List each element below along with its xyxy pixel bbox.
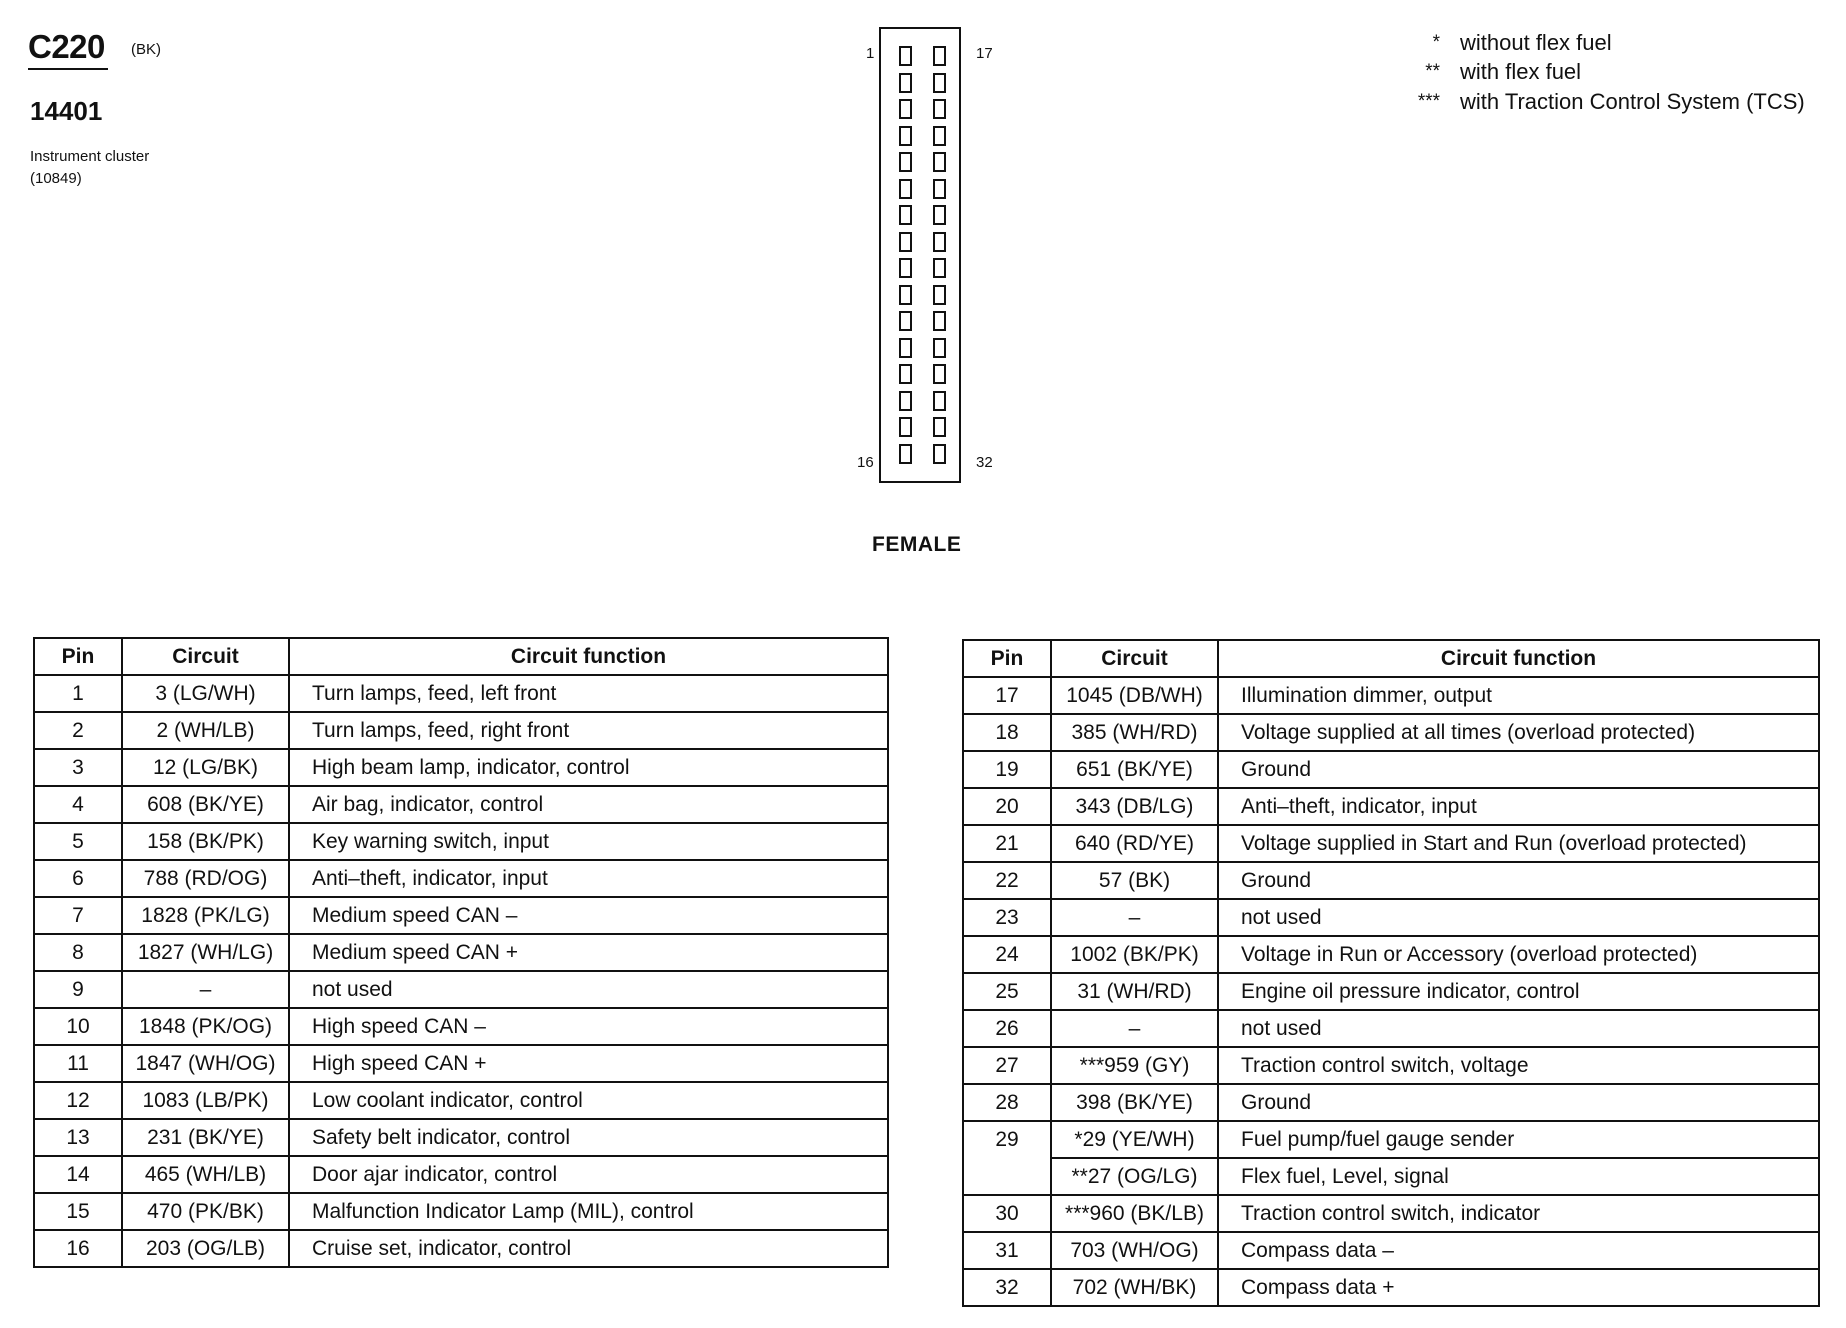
connector-pin-cavity-3 [899,99,912,119]
circuit-cell: 57 (BK) [1051,862,1218,899]
connector-pin-cavity-29 [933,364,946,384]
table-header-row [34,638,888,675]
connector-pin-cavity-24 [933,232,946,252]
table-row [963,788,1819,825]
pin-cell: 3 [34,749,122,786]
connector-pin-cavity-19 [933,99,946,119]
pin-cell: 15 [34,1193,122,1230]
table-row [34,1082,888,1119]
part-number: 14401 [30,96,103,126]
pin-cell: 24 [963,936,1051,973]
column-header-function: Circuit function [289,638,888,675]
pin-cell: 2 [34,712,122,749]
pin-cell: 12 [34,1082,122,1119]
table-row [34,1008,888,1045]
connector-pin-cavity-28 [933,338,946,358]
function-cell: not used [1218,899,1819,936]
function-cell: Voltage in Run or Accessory (overload protected) [1218,936,1819,973]
circuit-cell: 203 (OG/LB) [122,1230,289,1267]
pin-cell: 28 [963,1084,1051,1121]
table-row [34,1119,888,1156]
table-row [34,823,888,860]
connector-pin-cavity-23 [933,205,946,225]
connector-pin-cavity-16 [899,444,912,464]
connector-pin-cavity-17 [933,46,946,66]
circuit-cell: 12 (LG/BK) [122,749,289,786]
connector-pin-cavity-13 [899,364,912,384]
function-cell: Malfunction Indicator Lamp (MIL), control [289,1193,888,1230]
function-cell: Medium speed CAN + [289,934,888,971]
circuit-cell: 31 (WH/RD) [1051,973,1218,1010]
circuit-cell: ***959 (GY) [1051,1047,1218,1084]
legend-row [1380,87,1805,117]
circuit-cell: 1827 (WH/LG) [122,934,289,971]
legend-text: without flex fuel [1460,29,1612,55]
function-cell: Ground [1218,751,1819,788]
table-row [963,1232,1819,1269]
pin-cell: 9 [34,971,122,1008]
function-cell: Door ajar indicator, control [289,1156,888,1193]
function-cell: Traction control switch, voltage [1218,1047,1819,1084]
pin-cell: 13 [34,1119,122,1156]
circuit-cell: 1847 (WH/OG) [122,1045,289,1082]
table-header-row [963,640,1819,677]
function-cell: Anti–theft, indicator, input [1218,788,1819,825]
circuit-cell: 640 (RD/YE) [1051,825,1218,862]
function-cell: Fuel pump/fuel gauge sender [1218,1121,1819,1158]
legend-mark: ** [1425,61,1440,83]
circuit-cell: 788 (RD/OG) [122,860,289,897]
circuit-cell: 2 (WH/LB) [122,712,289,749]
pin-cell: 22 [963,862,1051,899]
connector-pin-cavity-12 [899,338,912,358]
function-cell: Ground [1218,862,1819,899]
circuit-cell: 1045 (DB/WH) [1051,677,1218,714]
circuit-cell: 703 (WH/OG) [1051,1232,1218,1269]
table-row [34,749,888,786]
table-row [963,1121,1819,1158]
circuit-cell: 608 (BK/YE) [122,786,289,823]
function-cell: Voltage supplied at all times (overload protected) [1218,714,1819,751]
column-header-pin: Pin [34,638,122,675]
circuit-cell: 1002 (BK/PK) [1051,936,1218,973]
pin-cell: 10 [34,1008,122,1045]
connector-pin-cavity-7 [899,205,912,225]
circuit-cell: ***960 (BK/LB) [1051,1195,1218,1232]
legend-mark: * [1432,31,1440,53]
column-header-circuit: Circuit [1051,640,1218,677]
column-header-pin: Pin [963,640,1051,677]
circuit-cell: 1828 (PK/LG) [122,897,289,934]
table-row [34,971,888,1008]
function-cell: Cruise set, indicator, control [289,1230,888,1267]
description-line-1: Instrument cluster [30,148,150,165]
table-row [34,675,888,712]
connector-label-pin-17: 17 [976,45,993,62]
table-row [34,934,888,971]
legend [1380,28,1805,117]
pin-cell: 32 [963,1269,1051,1306]
pin-cell: 20 [963,788,1051,825]
function-cell: Traction control switch, indicator [1218,1195,1819,1232]
circuit-cell: 231 (BK/YE) [122,1119,289,1156]
connector-pin-cavity-21 [933,152,946,172]
table-row [963,899,1819,936]
connector-pin-cavity-27 [933,311,946,331]
connector-pin-cavity-2 [899,73,912,93]
table-row [963,1084,1819,1121]
function-cell: High speed CAN + [289,1045,888,1082]
connector-pin-cavity-11 [899,311,912,331]
function-cell: Voltage supplied in Start and Run (overload protected) [1218,825,1819,862]
pin-cell: 26 [963,1010,1051,1047]
column-header-function: Circuit function [1218,640,1819,677]
pin-cell: 17 [963,677,1051,714]
table-row [963,1195,1819,1232]
connector-pin-cavity-30 [933,391,946,411]
circuit-cell: 470 (PK/BK) [122,1193,289,1230]
circuit-cell: – [1051,1010,1218,1047]
connector-pin-cavity-32 [933,444,946,464]
table-row [963,973,1819,1010]
connector-pin-cavity-31 [933,417,946,437]
connector-label-pin-1: 1 [866,45,875,62]
pin-table-right [962,639,1820,1307]
pin-cell: 31 [963,1232,1051,1269]
pin-cell: 30 [963,1195,1051,1232]
column-header-circuit: Circuit [122,638,289,675]
circuit-cell: 3 (LG/WH) [122,675,289,712]
table-row [963,825,1819,862]
function-cell: Engine oil pressure indicator, control [1218,973,1819,1010]
circuit-cell: 702 (WH/BK) [1051,1269,1218,1306]
connector-pin-cavity-10 [899,285,912,305]
connector-id: C220 [28,28,108,70]
pin-table-left [33,637,889,1268]
legend-row [1380,28,1805,58]
function-cell: Low coolant indicator, control [289,1082,888,1119]
connector-type-label: FEMALE [872,533,962,556]
connector-label-pin-32: 32 [976,454,993,471]
legend-row [1380,58,1805,88]
pin-cell: 5 [34,823,122,860]
pin-cell: 25 [963,973,1051,1010]
circuit-cell: 1083 (LB/PK) [122,1082,289,1119]
pin-table-left-body [34,675,888,1267]
pin-cell: 23 [963,899,1051,936]
table-row [34,897,888,934]
pin-cell: 18 [963,714,1051,751]
connector-label-pin-16: 16 [857,454,874,471]
pin-cell: 19 [963,751,1051,788]
table-row [34,1045,888,1082]
pin-cell: 1 [34,675,122,712]
pin-cell: 11 [34,1045,122,1082]
circuit-cell: – [122,971,289,1008]
connector-pin-cavity-9 [899,258,912,278]
function-cell: Illumination dimmer, output [1218,677,1819,714]
connector-pin-cavity-1 [899,46,912,66]
table-row [963,862,1819,899]
circuit-cell: 1848 (PK/OG) [122,1008,289,1045]
circuit-cell: **27 (OG/LG) [1051,1158,1218,1195]
legend-text: with Traction Control System (TCS) [1460,88,1805,114]
table-row [34,1156,888,1193]
pin-cell: 21 [963,825,1051,862]
pin-cell: 7 [34,897,122,934]
circuit-cell: – [1051,899,1218,936]
table-row [963,1269,1819,1306]
connector-pin-cavity-5 [899,152,912,172]
connector-pin-cavity-22 [933,179,946,199]
pin-cell: 14 [34,1156,122,1193]
circuit-cell: 398 (BK/YE) [1051,1084,1218,1121]
table-row [963,1010,1819,1047]
function-cell: High beam lamp, indicator, control [289,749,888,786]
circuit-cell: 385 (WH/RD) [1051,714,1218,751]
table-row [34,712,888,749]
function-cell: Turn lamps, feed, right front [289,712,888,749]
table-row [34,786,888,823]
legend-text: with flex fuel [1460,59,1582,85]
function-cell: Compass data + [1218,1269,1819,1306]
connector-color: (BK) [131,41,161,58]
circuit-cell: 343 (DB/LG) [1051,788,1218,825]
description-line-2: (10849) [30,170,82,187]
legend-mark: *** [1417,90,1440,112]
function-cell: Flex fuel, Level, signal [1218,1158,1819,1195]
table-row [963,751,1819,788]
table-row [963,677,1819,714]
function-cell: High speed CAN – [289,1008,888,1045]
function-cell: Medium speed CAN – [289,897,888,934]
table-row [963,714,1819,751]
connector-pin-cavity-4 [899,126,912,146]
circuit-cell: 651 (BK/YE) [1051,751,1218,788]
table-row [963,1047,1819,1084]
connector-pin-cavity-18 [933,73,946,93]
table-row [34,1230,888,1267]
table-row [34,860,888,897]
function-cell: Turn lamps, feed, left front [289,675,888,712]
function-cell: Compass data – [1218,1232,1819,1269]
table-row [963,1158,1819,1195]
function-cell: Key warning switch, input [289,823,888,860]
circuit-cell: *29 (YE/WH) [1051,1121,1218,1158]
function-cell: Anti–theft, indicator, input [289,860,888,897]
connector-face-diagram [879,27,961,483]
pin-cell: 4 [34,786,122,823]
pin-cell: 29 [963,1121,1051,1158]
table-row [963,936,1819,973]
function-cell: not used [1218,1010,1819,1047]
pin-cell [963,1158,1051,1195]
function-cell: not used [289,971,888,1008]
connector-pin-cavity-14 [899,391,912,411]
circuit-cell: 465 (WH/LB) [122,1156,289,1193]
pin-cell: 6 [34,860,122,897]
connector-pin-cavity-26 [933,285,946,305]
function-cell: Ground [1218,1084,1819,1121]
circuit-cell: 158 (BK/PK) [122,823,289,860]
connector-pin-cavity-20 [933,126,946,146]
connector-pin-cavity-8 [899,232,912,252]
connector-pin-cavity-25 [933,258,946,278]
connector-pin-cavity-6 [899,179,912,199]
function-cell: Safety belt indicator, control [289,1119,888,1156]
pin-cell: 27 [963,1047,1051,1084]
table-row [34,1193,888,1230]
pin-cell: 16 [34,1230,122,1267]
pin-cell: 8 [34,934,122,971]
connector-pin-cavity-15 [899,417,912,437]
pin-table-right-body [963,677,1819,1306]
function-cell: Air bag, indicator, control [289,786,888,823]
